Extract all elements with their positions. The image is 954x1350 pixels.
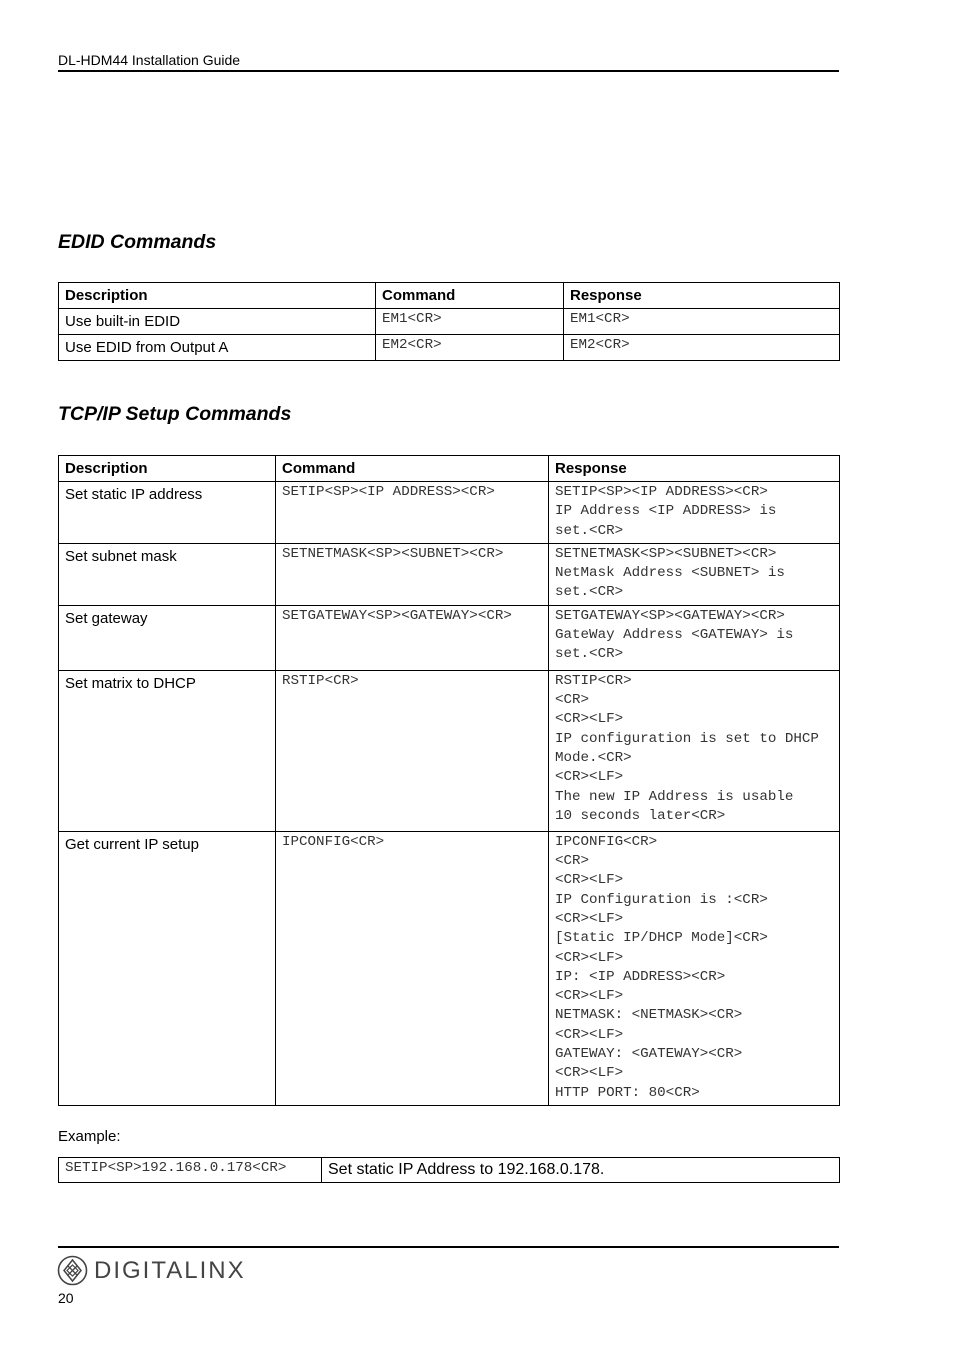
edid-table xyxy=(58,282,840,361)
row-description: Use EDID from Output A xyxy=(59,335,376,361)
row-description: Set static IP address xyxy=(59,482,276,544)
response-line: <CR> xyxy=(555,853,590,870)
row-command: EM2<CR> xyxy=(376,335,564,361)
response-line: EM1<CR> xyxy=(570,311,630,327)
header-rule xyxy=(58,70,839,72)
response-line: GATEWAY: <GATEWAY><CR> xyxy=(555,1046,743,1063)
response-line: [Static IP/DHCP Mode]<CR> xyxy=(555,930,768,947)
response-line: IP Address <IP ADDRESS> is xyxy=(555,503,777,520)
row-command: EM1<CR> xyxy=(376,309,564,335)
response-line: <CR><LF> xyxy=(555,988,624,1005)
row-description: Get current IP setup xyxy=(59,831,276,1105)
response-line: <CR> xyxy=(555,692,590,709)
row-command: RSTIP<CR> xyxy=(276,670,549,831)
table-row xyxy=(59,605,840,670)
row-response xyxy=(549,482,840,544)
digitalinx-logo-icon xyxy=(57,1255,88,1286)
row-response xyxy=(564,335,840,361)
page-number: 20 xyxy=(58,1290,74,1306)
column-header-response: Response xyxy=(564,283,840,309)
row-description: Set gateway xyxy=(59,605,276,670)
example-description: Set static IP Address to 192.168.0.178. xyxy=(322,1158,840,1183)
response-line: <CR><LF> xyxy=(555,1026,624,1043)
column-header-response: Response xyxy=(549,456,840,482)
response-line: NETMASK: <NETMASK><CR> xyxy=(555,1007,743,1024)
table-header-row xyxy=(59,456,840,482)
response-line: EM2<CR> xyxy=(570,337,630,353)
response-line: IP configuration is set to DHCP xyxy=(555,730,819,747)
response-line: SETGATEWAY<SP><GATEWAY><CR> xyxy=(555,607,785,624)
response-line: <CR><LF> xyxy=(555,769,624,786)
row-response xyxy=(549,670,840,831)
example-table xyxy=(58,1157,840,1183)
response-line: set.<CR> xyxy=(555,522,624,539)
digitalinx-logo-text: DIGITALINX xyxy=(94,1256,246,1284)
response-line: set.<CR> xyxy=(555,584,624,601)
page-header-title: DL-HDM44 Installation Guide xyxy=(58,52,241,68)
response-line: Mode.<CR> xyxy=(555,749,632,766)
column-header-command: Command xyxy=(276,456,549,482)
table-header-row xyxy=(59,283,840,309)
row-response xyxy=(549,831,840,1105)
row-command: IPCONFIG<CR> xyxy=(276,831,549,1105)
response-line: <CR><LF> xyxy=(555,1065,624,1082)
response-line: SETNETMASK<SP><SUBNET><CR> xyxy=(555,545,777,562)
edid-heading: EDID Commands xyxy=(58,231,217,253)
row-response xyxy=(549,543,840,605)
response-line: The new IP Address is usable xyxy=(555,788,794,805)
column-header-command: Command xyxy=(376,283,564,309)
response-line: IP: <IP ADDRESS><CR> xyxy=(555,968,726,985)
column-header-description: Description xyxy=(59,456,276,482)
response-line: <CR><LF> xyxy=(555,711,624,728)
response-line: IP Configuration is :<CR> xyxy=(555,891,768,908)
row-description: Set subnet mask xyxy=(59,543,276,605)
response-line: 10 seconds later<CR> xyxy=(555,807,726,824)
response-line: <CR><LF> xyxy=(555,872,624,889)
response-line: IPCONFIG<CR> xyxy=(555,833,658,850)
column-header-description: Description xyxy=(59,283,376,309)
row-response xyxy=(549,605,840,670)
row-command: SETNETMASK<SP><SUBNET><CR> xyxy=(276,543,549,605)
response-line: set.<CR> xyxy=(555,646,624,663)
digitalinx-logo xyxy=(57,1255,246,1286)
table-row xyxy=(59,543,840,605)
row-description: Set matrix to DHCP xyxy=(59,670,276,831)
row-command: SETGATEWAY<SP><GATEWAY><CR> xyxy=(276,605,549,670)
example-command: SETIP<SP>192.168.0.178<CR> xyxy=(59,1158,322,1183)
table-row xyxy=(59,670,840,831)
table-row xyxy=(59,309,840,335)
footer-rule xyxy=(58,1246,839,1248)
response-line: HTTP PORT: 80<CR> xyxy=(555,1084,700,1101)
response-line: <CR><LF> xyxy=(555,949,624,966)
table-row xyxy=(59,482,840,544)
example-label: Example: xyxy=(58,1128,121,1145)
tcpip-heading: TCP/IP Setup Commands xyxy=(58,403,292,425)
example-row xyxy=(59,1158,840,1183)
tcpip-table xyxy=(58,455,840,1106)
row-command: SETIP<SP><IP ADDRESS><CR> xyxy=(276,482,549,544)
response-line: SETIP<SP><IP ADDRESS><CR> xyxy=(555,484,768,500)
table-row xyxy=(59,831,840,1105)
response-line: NetMask Address <SUBNET> is xyxy=(555,565,785,582)
table-row xyxy=(59,335,840,361)
response-line: <CR><LF> xyxy=(555,910,624,927)
row-response xyxy=(564,309,840,335)
response-line: RSTIP<CR> xyxy=(555,672,632,689)
row-description: Use built-in EDID xyxy=(59,309,376,335)
response-line: GateWay Address <GATEWAY> is xyxy=(555,627,794,644)
